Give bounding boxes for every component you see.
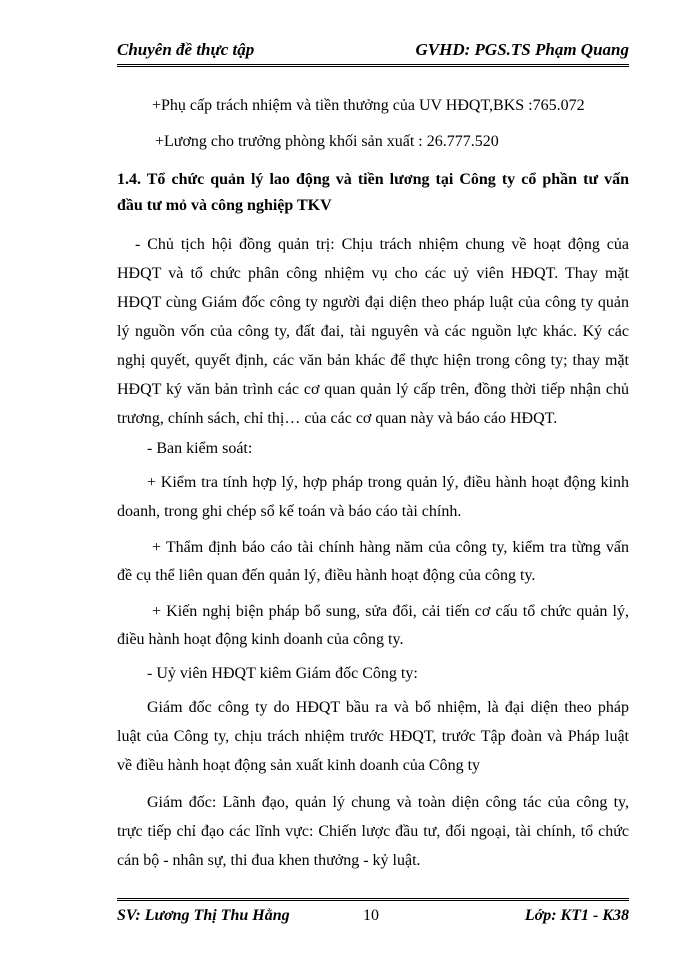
paragraph-line: HĐQT cùng Giám đốc công ty người đại diện theo pháp luật của công ty quản	[117, 294, 629, 311]
footer-class: Lớp: KT1 - K38	[524, 907, 629, 924]
header-right-advisor: GVHD: PGS.TS Phạm Quang	[415, 40, 629, 59]
paragraph-line: cán bộ - nhân sự, thi đua khen thưởng - kỷ luật.	[117, 852, 421, 869]
page-footer	[117, 898, 629, 929]
paragraph-line: nghị quyết, quyết định, các văn bản khác để thực hiện trong công ty; thay mặt	[117, 352, 629, 369]
section-heading-1: 1.4. Tổ chức quản lý lao động và tiền lương tại Công ty cổ phần tư vấn	[117, 171, 629, 188]
header-left-title: Chuyên đề thực tập	[117, 40, 255, 59]
paragraph-line: HĐQT ký văn bản trình các cơ quan quản lý cấp trên, đồng thời tiếp nhận chủ	[117, 381, 629, 398]
paragraph-line: lý nguồn vốn của công ty, đất đai, tài nguyên và các nguồn lực khác. Ký các	[117, 323, 629, 340]
paragraph-line: + Kiểm tra tính hợp lý, hợp pháp trong quản lý, điều hành hoạt động kinh	[147, 474, 629, 491]
paragraph-line: Giám đốc: Lãnh đạo, quản lý chung và toàn diện công tác của công ty,	[147, 794, 629, 811]
salary-line: +Lương cho trưởng phòng khối sản xuất : 26.777.520	[155, 133, 499, 150]
paragraph-line: + Kiến nghị biện pháp bổ sung, sửa đổi, cải tiến cơ cấu tổ chức quản lý,	[152, 603, 629, 620]
page-number: 10	[363, 907, 379, 924]
paragraph-line: về điều hành hoạt động sản xuất kinh doanh của Công ty	[117, 757, 481, 774]
paragraph-line: - Chủ tịch hội đồng quản trị: Chịu trách nhiệm chung về hoạt động của	[135, 236, 629, 253]
page-header	[117, 38, 629, 67]
paragraph-line: doanh, trong ghi chép sổ kế toán và báo cáo tài chính.	[117, 503, 462, 520]
paragraph-line: HĐQT và tổ chức phân công nhiệm vụ cho các uỷ viên HĐQT. Thay mặt	[117, 265, 629, 282]
paragraph-line: trực tiếp chỉ đạo các lĩnh vực: Chiến lược đầu tư, đối ngoại, tài chính, tổ chức	[117, 823, 629, 840]
subheading-director: - Uỷ viên HĐQT kiêm Giám đốc Công ty:	[147, 665, 418, 682]
paragraph-line: đề cụ thể liên quan đến quản lý, điều hành hoạt động của công ty.	[117, 567, 536, 584]
footer-student-name: SV: Lương Thị Thu Hằng	[117, 907, 290, 924]
paragraph-line: luật của Công ty, chịu trách nhiệm trước HĐQT, trước Tập đoàn và Pháp luật	[117, 728, 629, 745]
paragraph-line: Giám đốc công ty do HĐQT bầu ra và bổ nhiệm, là đại diện theo pháp	[147, 699, 629, 716]
paragraph-line: + Thẩm định báo cáo tài chính hàng năm của công ty, kiểm tra từng vấn	[152, 539, 629, 556]
allowance-line: +Phụ cấp trách nhiệm và tiền thưởng của UV HĐQT,BKS :765.072	[152, 97, 585, 114]
section-heading-2: đầu tư mỏ và công nghiệp TKV	[117, 197, 332, 214]
paragraph-line: trương, chính sách, chỉ thị… của các cơ quan này và báo cáo HĐQT.	[117, 410, 558, 427]
subheading-supervisory-board: - Ban kiểm soát:	[147, 440, 253, 457]
paragraph-line: điều hành hoạt động kinh doanh của công ty.	[117, 631, 404, 648]
